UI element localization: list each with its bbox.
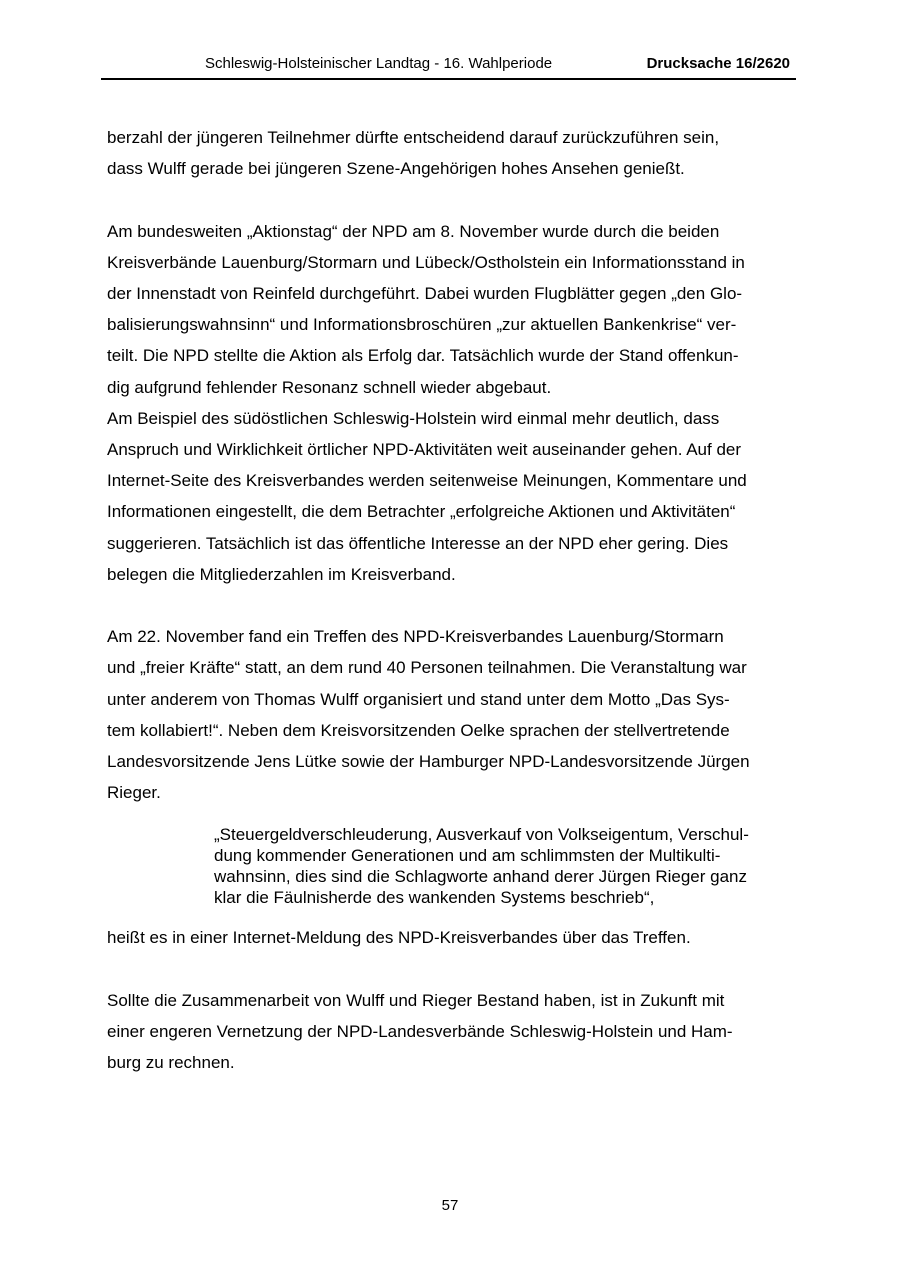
text-line: und „freier Kräfte“ statt, an dem rund 40 Personen teilnahmen. Die Veranstaltung war (107, 658, 747, 678)
paragraph-3 (107, 403, 799, 590)
page-number: 57 (441, 1197, 459, 1214)
text-line: Informationen eingestellt, die dem Betrachter „erfolgreiche Aktionen und Aktivitäten“ (107, 502, 736, 522)
quote-line: „Steuergeldverschleuderung, Ausverkauf von Volkseigentum, Verschul- (214, 825, 749, 845)
text-line: burg zu rechnen. (107, 1053, 235, 1073)
header-title: Schleswig-Holsteinischer Landtag - 16. Wahlperiode (205, 55, 553, 72)
document-number: Drucksache 16/2620 (646, 55, 790, 72)
text-line: tem kollabiert!“. Neben dem Kreisvorsitzenden Oelke sprachen der stellvertretende (107, 720, 730, 740)
paragraph-1 (107, 122, 799, 184)
text-line: dass Wulff gerade bei jüngeren Szene-Angehörigen hohes Ansehen genießt. (107, 159, 685, 179)
paragraph-5 (107, 922, 799, 953)
text-line: suggerieren. Tatsächlich ist das öffentliche Interesse an der NPD eher gering. Dies (107, 533, 729, 553)
text-line: einer engeren Vernetzung der NPD-Landesverbände Schleswig-Holstein und Ham- (107, 1022, 733, 1042)
text-line: Landesvorsitzende Jens Lütke sowie der Hamburger NPD-Landesvorsitzende Jürgen (107, 752, 750, 772)
quote-line: dung kommender Generationen und am schlimmsten der Multikulti- (214, 846, 721, 866)
paragraph-4 (107, 621, 799, 808)
paragraph-6 (107, 985, 799, 1079)
text-line: Am bundesweiten „Aktionstag“ der NPD am 8. November wurde durch die beiden (107, 221, 720, 241)
paragraph-2 (107, 216, 799, 403)
quote-line: klar die Fäulnisherde des wankenden Systems beschrieb“, (214, 888, 655, 908)
text-line: berzahl der jüngeren Teilnehmer dürfte entscheidend darauf zurückzuführen sein, (107, 128, 720, 147)
text-line: Rieger. (107, 783, 161, 803)
text-line: der Innenstadt von Reinfeld durchgeführt. Dabei wurden Flugblätter gegen „den Glo- (107, 284, 743, 303)
text-line: heißt es in einer Internet-Meldung des NPD-Kreisverbandes über das Treffen. (107, 928, 691, 948)
text-line: Sollte die Zusammenarbeit von Wulff und Rieger Bestand haben, ist in Zukunft mit (107, 990, 725, 1010)
text-line: Internet-Seite des Kreisverbandes werden seitenweise Meinungen, Kommentare und (107, 471, 747, 491)
text-line: balisierungswahnsinn“ und Informationsbroschüren „zur aktuellen Bankenkrise“ ver- (107, 315, 737, 335)
text-line: Am 22. November fand ein Treffen des NPD-Kreisverbandes Lauenburg/Stormarn (107, 627, 724, 647)
text-line: unter anderem von Thomas Wulff organisiert und stand unter dem Motto „Das Sys- (107, 689, 730, 709)
text-line: belegen die Mitgliederzahlen im Kreisverband. (107, 564, 456, 584)
document-body (107, 122, 799, 1078)
text-line: Kreisverbände Lauenburg/Stormarn und Lübeck/Ostholstein ein Informationsstand in (107, 252, 745, 272)
text-line: teilt. Die NPD stellte die Aktion als Erfolg dar. Tatsächlich wurde der Stand offenkun- (107, 346, 739, 366)
text-line: dig aufgrund fehlender Resonanz schnell wieder abgebaut. (107, 377, 552, 397)
quote-line: wahnsinn, dies sind die Schlagworte anhand derer Jürgen Rieger ganz (214, 867, 748, 887)
text-line: Am Beispiel des südöstlichen Schleswig-Holstein wird einmal mehr deutlich, dass (107, 408, 720, 428)
page-header (101, 52, 796, 80)
block-quote (214, 824, 794, 908)
text-line: Anspruch und Wirklichkeit örtlicher NPD-Aktivitäten weit auseinander gehen. Auf der (107, 440, 742, 460)
